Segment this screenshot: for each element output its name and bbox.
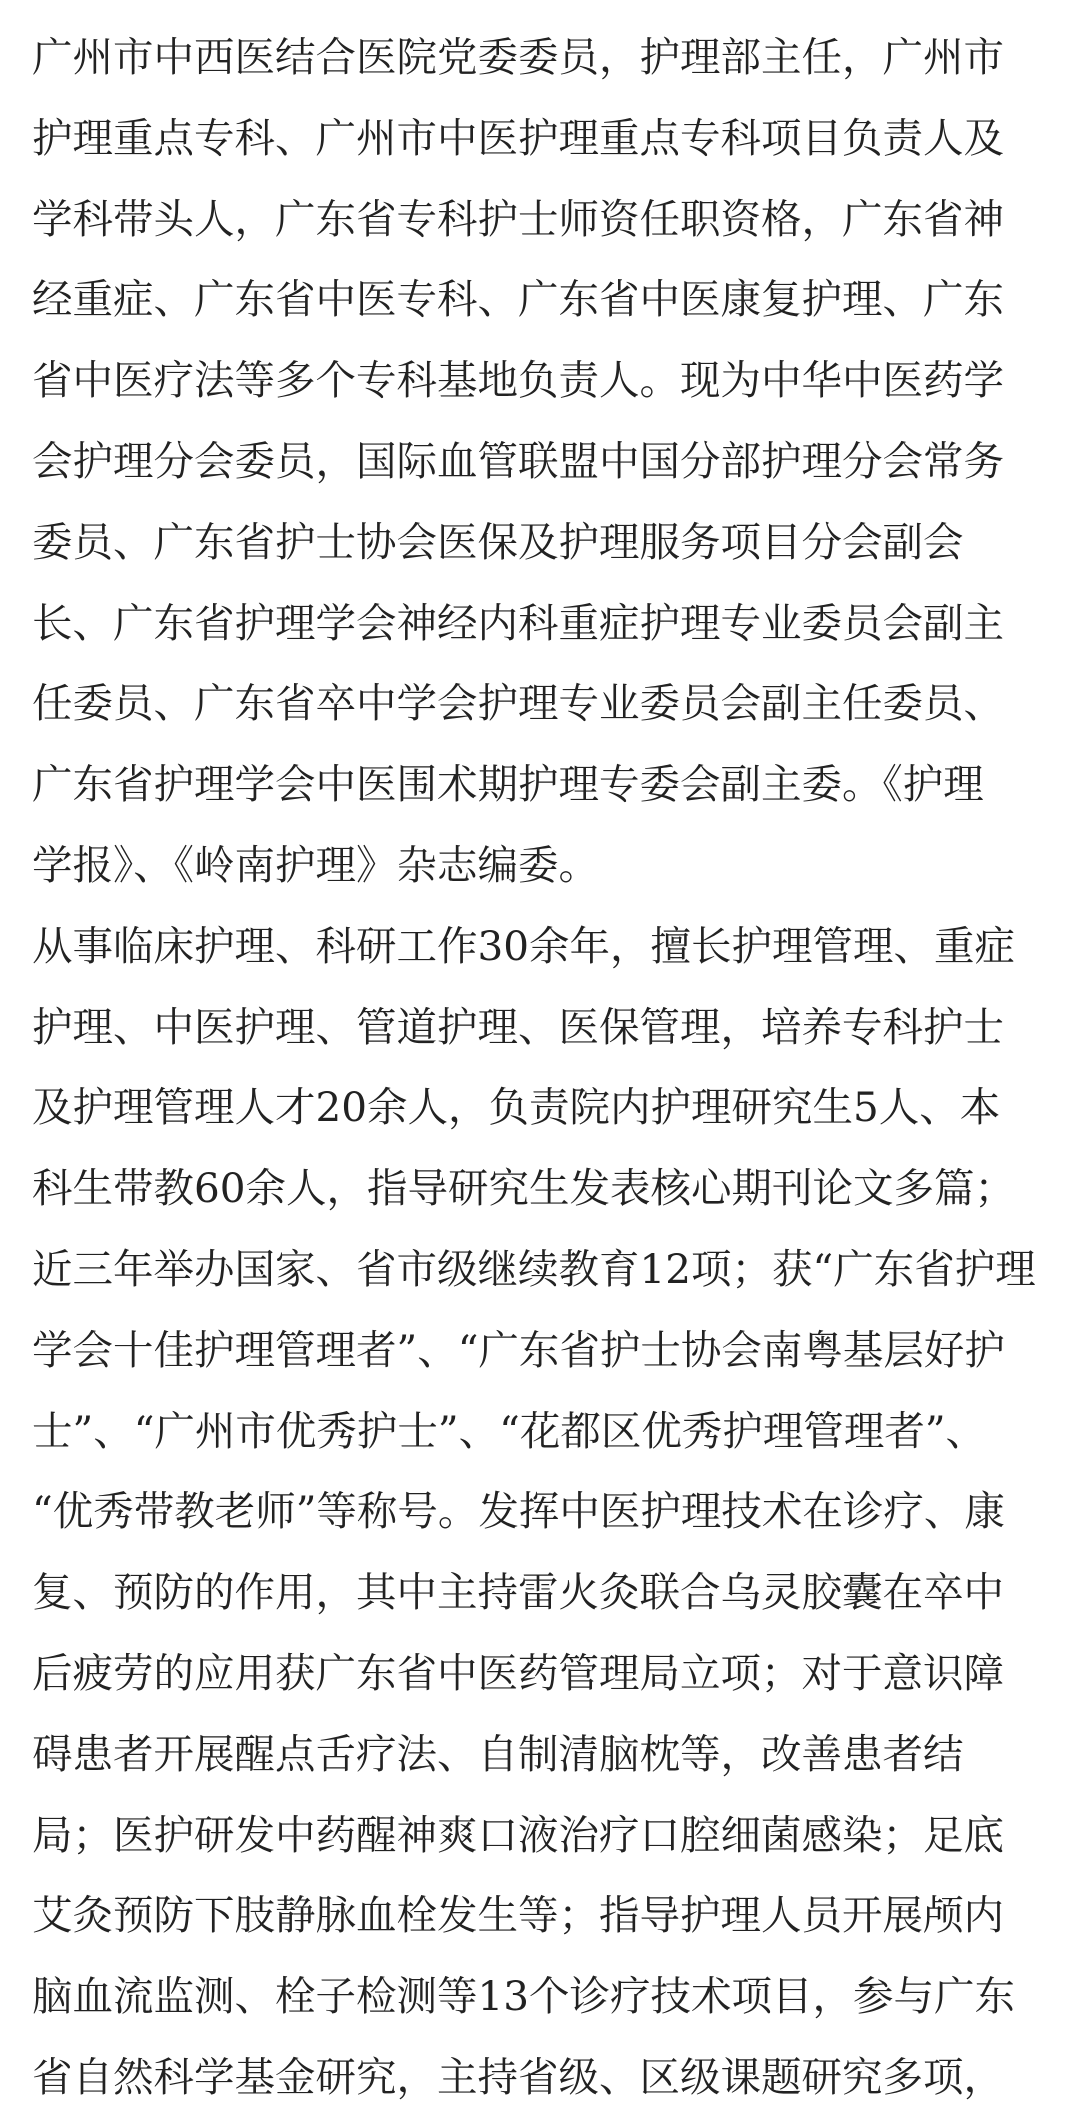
text-line: 从事临床护理、科研工作30余年，擅长护理管理、重症 — [32, 921, 1016, 970]
text-line: 局；医护研发中药醒神爽口液治疗口腔细菌感染；足底 — [32, 1810, 1004, 1859]
text-line: 后疲劳的应用获广东省中医药管理局立项；对于意识障 — [32, 1648, 1004, 1697]
text-line: 及护理管理人才20余人，负责院内护理研究生5人、本 — [32, 1083, 1001, 1132]
text-line: 士”、“广州市优秀护士”、“花都区优秀护理管理者”、 — [32, 1406, 987, 1455]
text-line: 任委员、广东省卒中学会护理专业委员会副主任委员、 — [32, 679, 1004, 728]
text-line: 会护理分会委员，国际血管联盟中国分部护理分会常务 — [32, 436, 1004, 485]
text-line: 广州市中西医结合医院党委委员，护理部主任，广州市 — [32, 33, 1004, 81]
top-spacer — [32, 0, 1052, 17]
text-line: “优秀带教老师”等称号。发挥中医护理技术在诊疗、康 — [32, 1487, 1005, 1536]
text-line: 碍患者开展醒点舌疗法、自制清脑枕等，改善患者结 — [32, 1729, 964, 1778]
text-line: 护理重点专科、广州市中医护理重点专科项目负责人及 — [32, 113, 1004, 162]
text-line: 科生带教60余人，指导研究生发表核心期刊论文多篇； — [32, 1164, 1016, 1213]
paragraph-1 — [32, 17, 1052, 906]
text-line: 脑血流监测、栓子检测等13个诊疗技术项目，参与广东 — [32, 1972, 1016, 2021]
text-line: 近三年举办国家、省市级继续教育12项；获“广东省护理 — [32, 1244, 1036, 1293]
text-line: 省中医疗法等多个专科基地负责人。现为中华中医药学 — [32, 356, 1004, 405]
article-body — [32, 0, 1052, 2118]
paragraph-2 — [32, 906, 1052, 2118]
text-line: 复、预防的作用，其中主持雷火灸联合乌灵胶囊在卒中 — [32, 1568, 1004, 1617]
text-line: 学科带头人，广东省专科护士师资任职资格，广东省神 — [32, 194, 1004, 243]
text-line: 经重症、广东省中医专科、广东省中医康复护理、广东 — [32, 275, 1004, 324]
text-line: 艾灸预防下肢静脉血栓发生等；指导护理人员开展颅内 — [32, 1891, 1004, 1940]
text-line: 学会十佳护理管理者”、“广东省护士协会南粤基层好护 — [32, 1325, 1005, 1374]
text-line: 护理、中医护理、管道护理、医保管理，培养专科护士 — [32, 1002, 1004, 1051]
text-line: 广东省护理学会中医围术期护理专委会副主委。《护理 — [32, 760, 984, 809]
text-line: 省自然科学基金研究，主持省级、区级课题研究多项， — [32, 2052, 1004, 2101]
text-line: 长、广东省护理学会神经内科重症护理专业委员会副主 — [32, 598, 1004, 647]
text-line: 学报》、《岭南护理》杂志编委。 — [32, 840, 599, 889]
text-line: 委员、广东省护士协会医保及护理服务项目分会副会 — [32, 517, 964, 566]
